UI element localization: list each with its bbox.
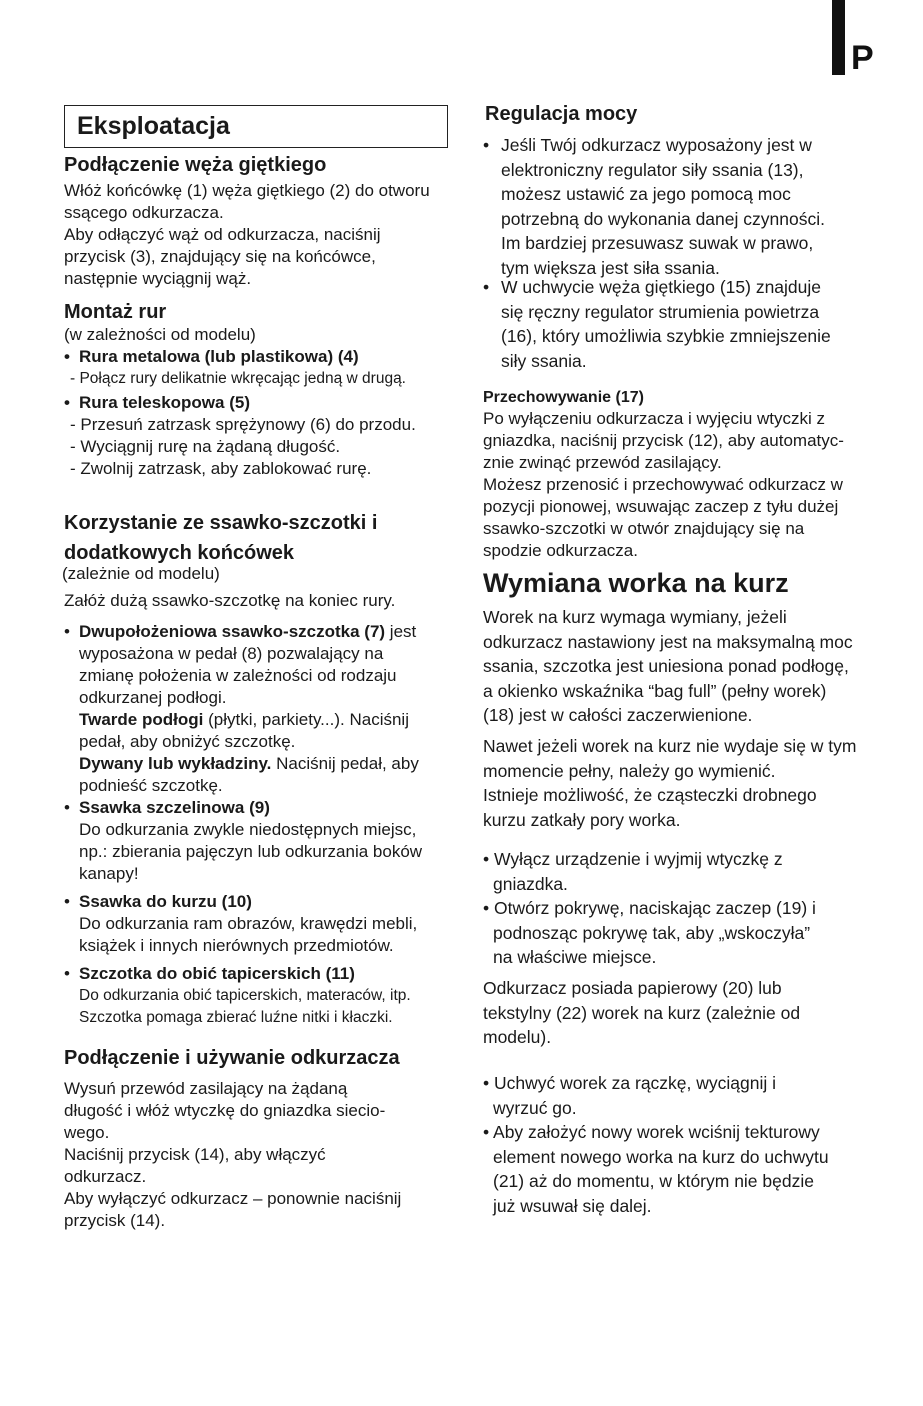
power-bullet-electronic: • Jeśli Twój odkurzacz wyposażony jest w elektroniczny regulator siły ssania (13), możesz ustawić za jego pomocą moc potrzebną do wykonania danej czynności. Im bardziej przesuwasz suwak w prawo, tym większa jest siła ssania. <box>483 135 825 278</box>
using-title: Podłączenie i używanie odkurzacza <box>64 1047 400 1069</box>
hose-line: następnie wyciągnij wąż. <box>64 269 252 288</box>
storage-title: Przechowywanie (17) <box>483 389 644 406</box>
hose-line: przycisk (3), znajdujący się na końcówce, <box>64 247 376 266</box>
brush-title-line: dodatkowych końcówek <box>64 542 295 564</box>
hose-line: Włóż końcówkę (1) węża giętkiego (2) do otworu <box>64 181 430 200</box>
bag-bullets-replace: • Uchwyć worek za rączkę, wyciągnij i wyrzuć go. • Aby założyć nowy worek wciśnij tekturowy element nowego worka na kurz do uchwytu (21) aż do momentu, w którym nie będzie już wsuwał się dalej. <box>483 1073 829 1216</box>
pipes-step: - Zwolnij zatrzask, aby zablokować rurę. <box>70 459 372 478</box>
section-title: Eksploatacja <box>64 105 448 148</box>
pipes-text <box>64 324 464 480</box>
language-marker: P <box>851 39 874 77</box>
hose-line: ssącego odkurzacza. <box>64 203 224 222</box>
brush-title <box>64 508 377 568</box>
brush-intro: Załóż dużą ssawko-szczotkę na koniec rury. <box>64 591 396 610</box>
bag-para1: Worek na kurz wymaga wymiany, jeżeli odkurzacz nastawiony jest na maksymalną moc ssania, szczotka jest uniesiona ponad podłogę, a okienko wskaźnika “bag full” (pełny worek) (18) jest w całości zaczerwienione. <box>483 607 853 725</box>
brush-subtitle: (zależnie od modelu) <box>62 564 220 583</box>
pipes-step: - Wyciągnij rurę na żądaną długość. <box>70 437 341 456</box>
bag-bullets-open: • Wyłącz urządzenie i wyjmij wtyczkę z gniazdka. • Otwórz pokrywę, naciskając zaczep (19) i podnosząc pokrywę tak, aby „wskoczyła” na właściwe miejsce. <box>483 849 816 967</box>
using-text: Wysuń przewód zasilający na żądaną długość i włóż wtyczkę do gniazdka siecio- wego. Naciśnij przycisk (14), aby włączyć odkurzacz. Aby wyłączyć odkurzacz – ponownie naciśnij przycisk (14). <box>64 1079 402 1230</box>
hose-line: Aby odłączyć wąż od odkurzacza, naciśnij <box>64 225 381 244</box>
pipes-item-metal: • Rura metalowa (lub plastikowa) (4) <box>64 347 359 366</box>
brush-item-twoposition: • Dwupołożeniowa ssawko-szczotka (7) jest wyposażona w pedał (8) pozwalający na zmianę położenia w zależności od rodzaju odkurzanej podłogi. Twarde podłogi (płytki, parkiety...). Naciśnij pedał, aby obniżyć szczotkę. Dywany lub wykładziny. Naciśnij pedał, aby podnieść szczotkę. <box>64 622 419 795</box>
hose-title: Podłączenie węża giętkiego <box>64 154 327 176</box>
pipes-subtitle: (w zależności od modelu) <box>64 325 256 344</box>
brush-item-upholstery: • Szczotka do obić tapicerskich (11) Do odkurzania obić tapicerskich, materaców, itp. Szczotka pomaga zbierać luźne nitki i kłaczki. <box>64 964 411 1026</box>
power-bullet-manual: • W uchwycie węża giętkiego (15) znajduje się ręczny regulator strumienia powietrza (16), który umożliwia szybkie zmniejszenie siły ssania. <box>483 277 831 371</box>
bag-para2: Nawet jeżeli worek na kurz nie wydaje się w tym momencie pełny, należy go wymienić. Istnieje możliwość, że cząsteczki drobnego kurzu zatkały pory worka. <box>483 736 857 830</box>
pipes-item-telescopic: • Rura teleskopowa (5) <box>64 393 250 412</box>
hose-text <box>64 180 474 290</box>
language-tab-bar <box>832 0 845 75</box>
power-title: Regulacja mocy <box>485 103 638 125</box>
bag-title: Wymiana worka na kurz <box>483 568 789 598</box>
brush-item-dust: • Ssawka do kurzu (10) Do odkurzania ram obrazów, krawędzi mebli, książek i innych nierównych przedmiotów. <box>64 892 418 955</box>
pipes-title: Montaż rur <box>64 301 167 323</box>
pipes-step: - Połącz rury delikatnie wkręcając jedną w drugą. <box>70 370 406 387</box>
bag-para3: Odkurzacz posiada papierowy (20) lub tekstylny (22) worek na kurz (zależnie od modelu). <box>483 978 801 1047</box>
pipes-step: - Przesuń zatrzask sprężynowy (6) do przodu. <box>70 415 416 434</box>
brush-title-line: Korzystanie ze ssawko-szczotki i <box>64 512 378 534</box>
storage-text: Po wyłączeniu odkurzacza i wyjęciu wtyczki z gniazdka, naciśnij przycisk (12), aby automatyc- znie zwinąć przewód zasilający. Możesz przenosić i przechowywać odkurzacz w pozycji pionowej, wsuwając zaczep z tyłu dużej ssawko-szczotki w otwór znajdujący się na spodzie odkurzacza. <box>483 409 844 560</box>
brush-item-crevice: • Ssawka szczelinowa (9) Do odkurzania zwykle niedostępnych miejsc, np.: zbierania pajęczyn lub odkurzania boków kanapy! <box>64 798 423 883</box>
